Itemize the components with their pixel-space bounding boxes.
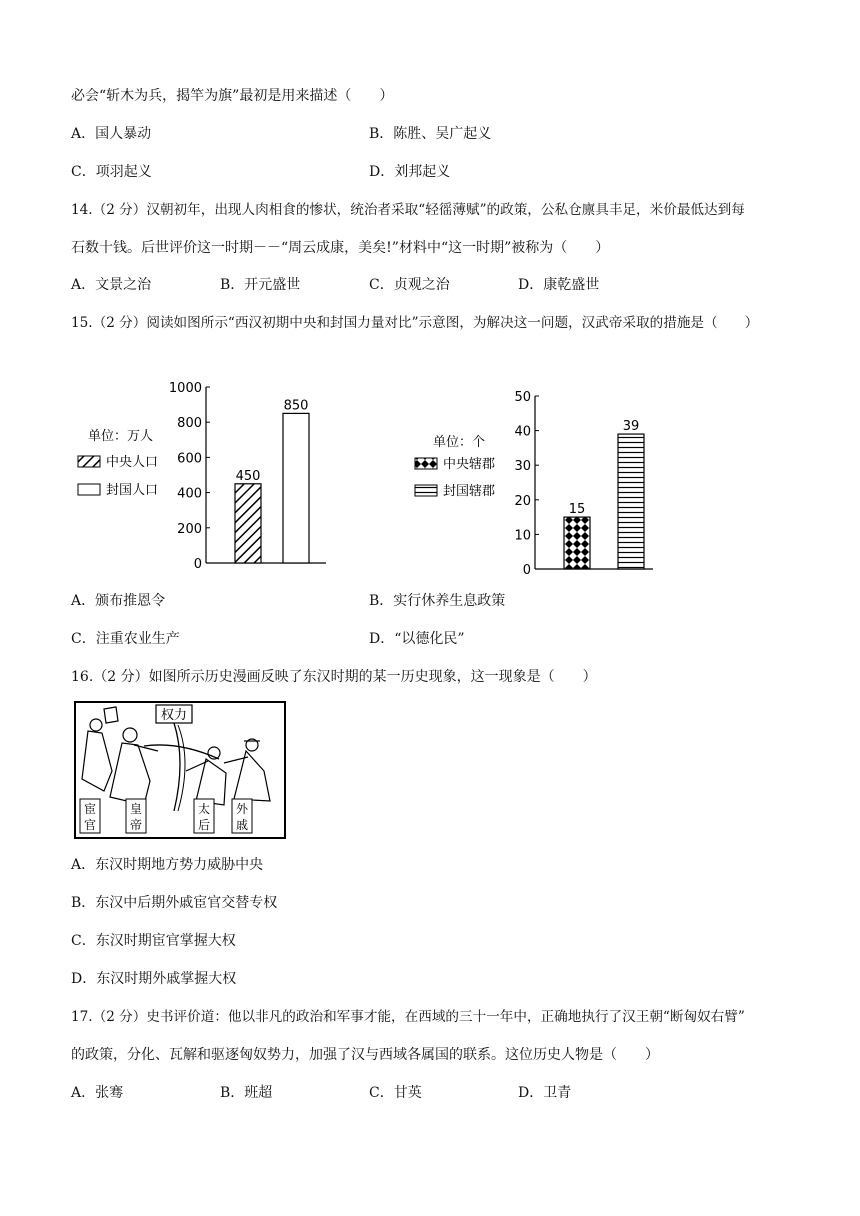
- q13-option-b[interactable]: B．陈胜、吴广起义: [369, 126, 492, 142]
- c1-bar: [283, 413, 309, 563]
- legend-label-feudal-commanderies: 封国辖郡: [443, 484, 496, 499]
- c2-bar: [618, 434, 644, 569]
- legend-swatch-feudal-commanderies: [415, 485, 437, 496]
- q17-option-a[interactable]: A．张骞: [71, 1085, 124, 1101]
- q13-option-a[interactable]: A．国人暴动: [71, 126, 152, 142]
- q14-option-a[interactable]: A．文景之治: [71, 277, 152, 293]
- comic-label-empress-2: 后: [197, 818, 211, 832]
- comic-label-eunuch-1: 宦: [83, 802, 97, 816]
- q15-option-d[interactable]: D．“以德化民”: [369, 631, 465, 647]
- population-chart: [60, 370, 350, 580]
- comic-label-power: 权力: [160, 708, 188, 723]
- q17-option-d[interactable]: D．卫青: [518, 1085, 572, 1101]
- c1-ytick-label: 1000: [168, 381, 202, 396]
- c2-ytick-label: 50: [514, 390, 531, 405]
- q14-option-b[interactable]: B．开元盛世: [220, 277, 301, 293]
- q14-option-c[interactable]: C．贞观之治: [369, 277, 450, 293]
- q17-stem-line1: 17.（2 分）史书评价道：他以非凡的政治和军事才能，在西域的三十一年中，正确地执行了汉王朝“断匈奴右臂”: [71, 1009, 745, 1025]
- q16-option-d[interactable]: D．东汉时期外戚掌握大权: [71, 971, 237, 987]
- q13-option-d[interactable]: D．刘邦起义: [369, 164, 451, 180]
- legend-label-central-pop: 中央人口: [106, 455, 159, 470]
- c1-bar-value-label: 850: [283, 398, 309, 414]
- c2-ytick-label: 20: [514, 493, 531, 509]
- legend-swatch-feudal-pop: [78, 484, 100, 495]
- q14-stem-line2: 石数十钱。后世评价这一时期－－“周云成康，美矣!”材料中“这一时期”被称为（ ）: [71, 240, 610, 256]
- q17-option-c[interactable]: C．甘英: [369, 1085, 422, 1101]
- comic-label-emperor-1: 皇: [129, 802, 143, 816]
- c1-ytick-label: 200: [177, 521, 202, 537]
- legend-label-central-commanderies: 中央辖郡: [443, 457, 496, 472]
- c1-ytick-label: 800: [177, 416, 202, 432]
- c2-ytick-label: 30: [514, 459, 531, 475]
- q15-stem: 15.（2 分）阅读如图所示“西汉初期中央和封国力量对比”示意图，为解决这一问题，汉武帝采取的措施是（ ）: [71, 315, 759, 331]
- c2-bar-value-label: 15: [568, 502, 586, 518]
- legend-label-feudal-pop: 封国人口: [106, 483, 159, 498]
- c2-ytick-label: 0: [522, 563, 531, 578]
- q14-option-d[interactable]: D．康乾盛世: [518, 277, 600, 293]
- q16-option-c[interactable]: C．东汉时期宦官掌握大权: [71, 933, 236, 949]
- c1-ytick-label: 600: [177, 451, 202, 467]
- q15-option-b[interactable]: B．实行休养生息政策: [369, 593, 506, 609]
- c1-bar-value-label: 450: [235, 468, 261, 484]
- population-unit-label: 单位：万人: [88, 429, 154, 444]
- power-struggle-comic: [74, 701, 286, 839]
- comic-label-empress-1: 太: [197, 802, 211, 816]
- q16-option-b[interactable]: B．东汉中后期外戚宦官交替专权: [71, 895, 278, 911]
- comic-label-consort-1: 外: [235, 802, 249, 816]
- q17-stem-line2: 的政策，分化、瓦解和驱逐匈奴势力，加强了汉与西域各属国的联系。这位历史人物是（ ）: [71, 1047, 659, 1063]
- population-legend: [78, 429, 158, 498]
- q15-option-c[interactable]: C．注重农业生产: [71, 631, 180, 647]
- q15-option-a[interactable]: A．颁布推恩令: [71, 593, 166, 609]
- q13-option-c[interactable]: C．项羽起义: [71, 164, 152, 180]
- commandery-unit-label: 单位：个: [433, 435, 486, 450]
- c2-ytick-label: 40: [514, 424, 531, 440]
- c1-bar: [235, 484, 261, 563]
- comic-label-emperor-2: 帝: [129, 818, 143, 832]
- c2-bar: [564, 517, 590, 569]
- q17-option-b[interactable]: B．班超: [220, 1085, 273, 1101]
- commandery-bars: [564, 419, 644, 569]
- population-bars: [235, 398, 309, 563]
- legend-swatch-central-commanderies: [415, 458, 437, 469]
- comic-label-consort-2: 戚: [235, 818, 249, 832]
- c2-bar-value-label: 39: [622, 419, 640, 435]
- c1-ytick-label: 0: [193, 557, 202, 572]
- q16-stem: 16.（2 分）如图所示历史漫画反映了东汉时期的某一历史现象，这一现象是（ ）: [71, 669, 597, 685]
- c2-ytick-label: 10: [514, 528, 531, 544]
- commandery-chart: [405, 380, 675, 580]
- population-yticks: [169, 381, 210, 572]
- c1-ytick-label: 400: [177, 486, 202, 502]
- q13-stem: 必会“斩木为兵，揭竿为旗”最初是用来描述（ ）: [71, 88, 394, 104]
- q14-stem-line1: 14.（2 分）汉朝初年，出现人肉相食的惨状，统治者采取“轻徭薄赋”的政策，公私仓廪具丰足，米价最低达到每: [71, 202, 745, 218]
- q16-option-a[interactable]: A．东汉时期地方势力威胁中央: [71, 857, 264, 873]
- comic-label-eunuch-2: 官: [83, 818, 97, 832]
- commandery-legend: [415, 435, 495, 499]
- legend-swatch-central-pop: [78, 456, 100, 467]
